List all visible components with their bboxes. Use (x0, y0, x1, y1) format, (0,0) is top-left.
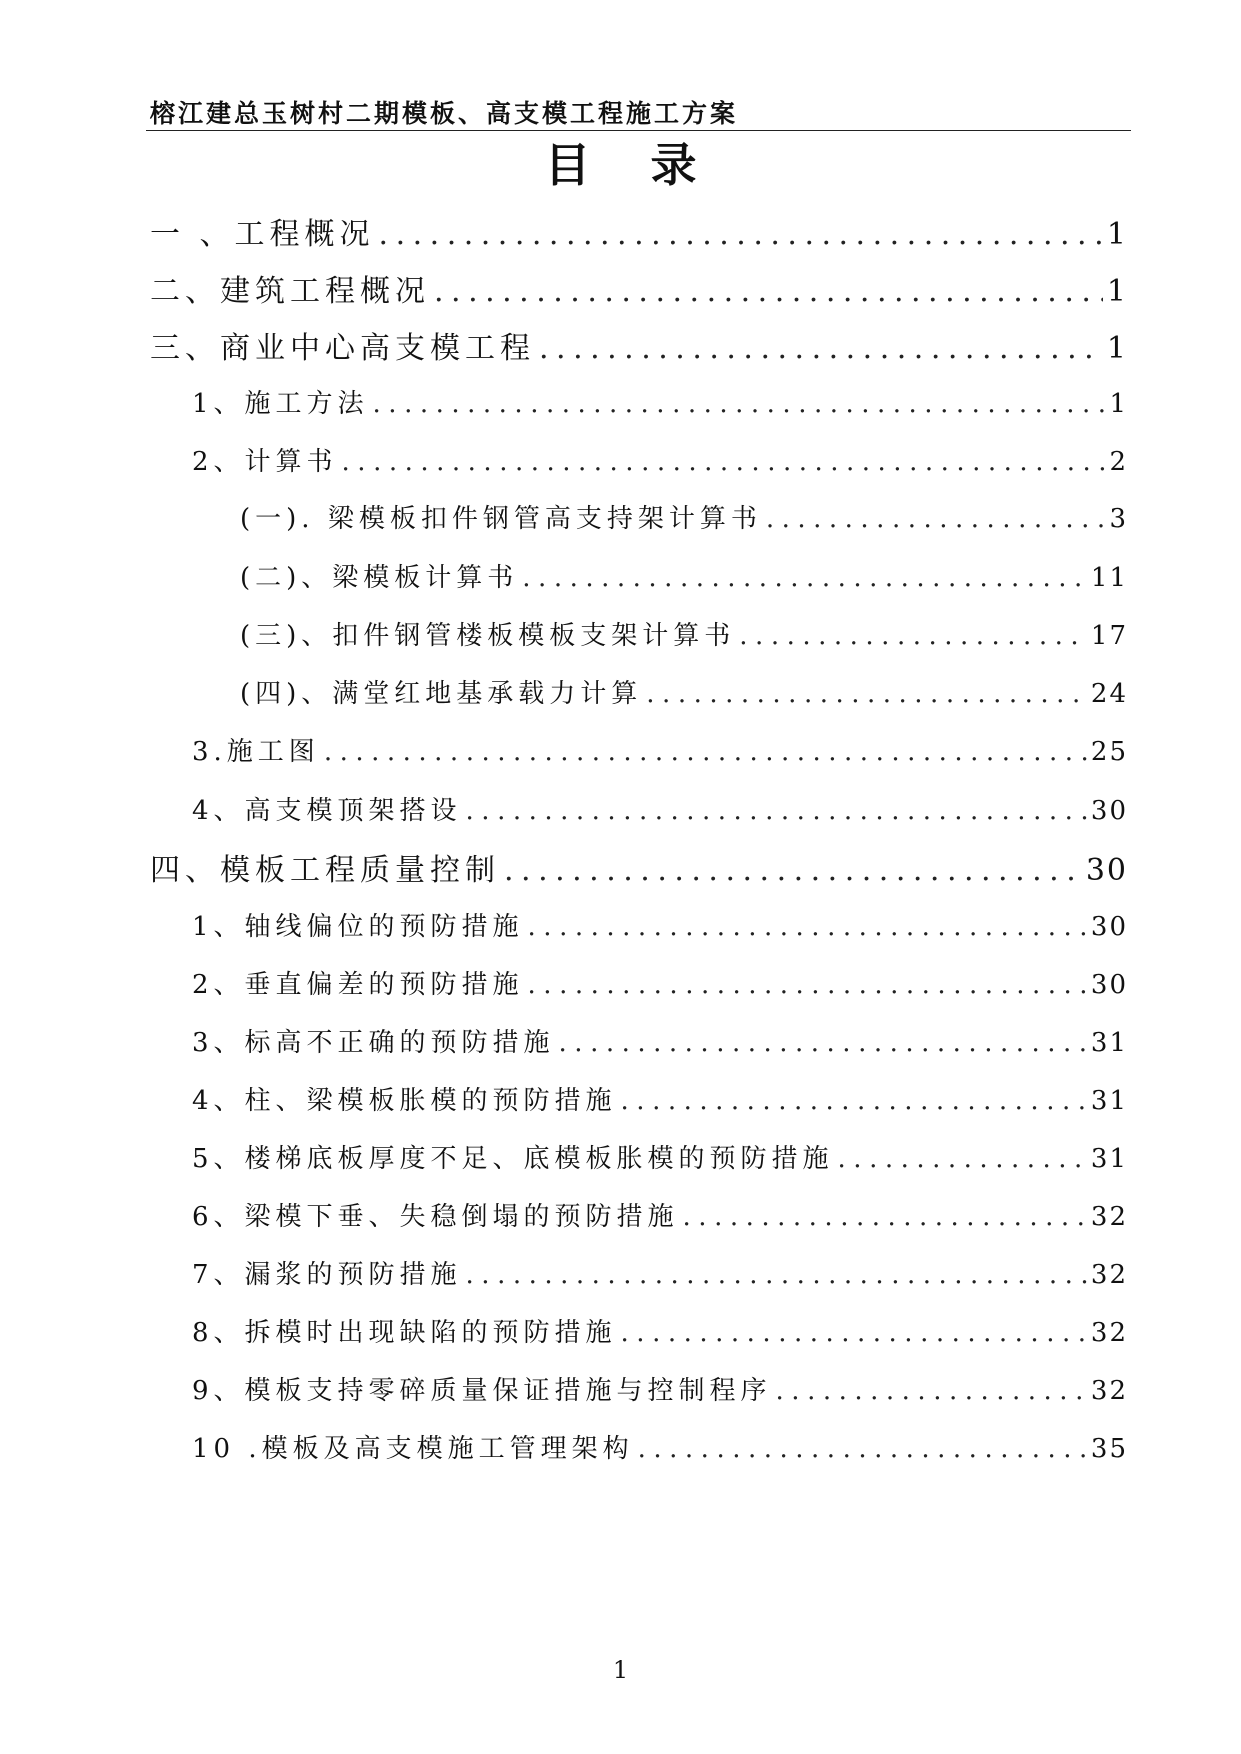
toc-entry-label: 7、漏浆的预防措施 (192, 1260, 462, 1290)
toc-leader-dots (646, 679, 1087, 709)
toc-entry-page: 32 (1090, 1202, 1128, 1232)
toc-entry-page: 11 (1090, 563, 1128, 593)
toc-entry[interactable] (150, 209, 1128, 257)
page-header (146, 88, 1131, 131)
toc-entry[interactable] (192, 1254, 1128, 1302)
toc-entry[interactable] (192, 1370, 1128, 1418)
toc-entry-page: 17 (1090, 621, 1128, 651)
toc-entry-page: 30 (1085, 853, 1128, 888)
toc-entry-page: 24 (1090, 679, 1128, 709)
toc-entry-page: 32 (1090, 1376, 1128, 1406)
toc-entry-label: 四、模板工程质量控制 (150, 853, 500, 888)
page-title: 目录 (544, 138, 757, 192)
toc-entry-page: 31 (1090, 1086, 1128, 1116)
toc-entry-page: 32 (1090, 1318, 1128, 1348)
toc-leader-dots (504, 853, 1082, 888)
toc-entry[interactable] (192, 906, 1128, 954)
toc-leader-dots (522, 563, 1087, 593)
toc-leader-dots (739, 621, 1087, 651)
toc-leader-dots (621, 1318, 1087, 1348)
toc-entry-label: 1、施工方法 (192, 389, 369, 419)
toc-entry-page: 3 (1109, 504, 1128, 534)
toc-entry-label: 3.施工图 (192, 737, 320, 767)
toc-entry-page: 31 (1090, 1144, 1128, 1174)
toc-entry[interactable] (150, 323, 1128, 371)
toc-entry[interactable] (192, 1312, 1128, 1360)
toc-entry-label: (三)、扣件钢管楼板模板支架计算书 (240, 621, 736, 651)
header-title: 榕江建总玉树村二期模板、高支模工程施工方案 (150, 99, 739, 128)
toc-entry[interactable] (192, 1080, 1128, 1128)
toc-entry-page: 31 (1090, 1028, 1128, 1058)
toc-entry[interactable] (240, 498, 1128, 546)
toc-entry[interactable] (240, 615, 1128, 663)
toc-leader-dots (539, 331, 1103, 366)
toc-entry[interactable] (192, 1428, 1128, 1476)
toc-leader-dots (683, 1202, 1087, 1232)
toc-leader-dots (621, 1086, 1087, 1116)
toc-entry[interactable] (192, 964, 1128, 1012)
toc-entry-page: 2 (1109, 447, 1128, 477)
toc-entry[interactable] (240, 557, 1128, 605)
toc-entry-label: 4、高支模顶架搭设 (192, 796, 462, 826)
toc-entry-label: 一 、工程概况 (150, 217, 375, 252)
toc-entry-page: 30 (1090, 796, 1128, 826)
toc-entry[interactable] (192, 790, 1128, 838)
toc-leader-dots (838, 1144, 1087, 1174)
toc-entry-label: 2、垂直偏差的预防措施 (192, 970, 524, 1000)
toc-entry[interactable] (192, 1196, 1128, 1244)
toc-leader-dots (466, 1260, 1087, 1290)
toc-entry-label: 2、计算书 (192, 447, 338, 477)
toc-entry-label: 三、商业中心高支模工程 (150, 331, 535, 366)
toc-entry-label: (四)、满堂红地基承载力计算 (240, 679, 643, 709)
toc-entry-page: 32 (1090, 1260, 1128, 1290)
toc-entry-label: 9、模板支持零碎质量保证措施与控制程序 (192, 1376, 772, 1406)
toc-leader-dots (466, 796, 1087, 826)
page-number: 1 (612, 1656, 629, 1684)
toc-leader-dots (342, 447, 1106, 477)
toc-entry[interactable] (192, 1138, 1128, 1186)
toc-entry[interactable] (192, 731, 1128, 779)
toc-entry-label: 5、楼梯底板厚度不足、底模板胀模的预防措施 (192, 1144, 834, 1174)
toc-entry-label: 6、梁模下垂、失稳倒塌的预防措施 (192, 1202, 679, 1232)
toc-leader-dots (766, 504, 1106, 534)
toc-leader-dots (379, 217, 1103, 252)
toc-entry[interactable] (192, 441, 1128, 489)
toc-leader-dots (559, 1028, 1087, 1058)
toc-entry-page: 1 (1109, 389, 1128, 419)
toc-entry-label: 10 .模板及高支模施工管理架构 (192, 1434, 634, 1464)
toc-entry-page: 25 (1090, 737, 1128, 767)
toc-leader-dots (434, 274, 1103, 309)
toc-entry-page: 35 (1090, 1434, 1128, 1464)
toc-leader-dots (638, 1434, 1087, 1464)
toc-entry-page: 1 (1106, 274, 1128, 309)
toc-entry[interactable] (150, 845, 1128, 893)
toc-entry-label: (一). 梁模板扣件钢管高支持架计算书 (240, 504, 762, 534)
toc-entry-label: 1、轴线偏位的预防措施 (192, 912, 524, 942)
toc-entry-label: 二、建筑工程概况 (150, 274, 430, 309)
toc-entry-label: 3、标高不正确的预防措施 (192, 1028, 555, 1058)
toc-entry-page: 30 (1090, 912, 1128, 942)
toc-leader-dots (528, 970, 1087, 1000)
toc-entry-label: (二)、梁模板计算书 (240, 563, 519, 593)
toc-leader-dots (373, 389, 1106, 419)
toc-leader-dots (324, 737, 1087, 767)
toc-leader-dots (528, 912, 1087, 942)
toc-entry-page: 30 (1090, 970, 1128, 1000)
toc-entry[interactable] (192, 383, 1128, 431)
toc-entry-label: 4、柱、梁模板胀模的预防措施 (192, 1086, 617, 1116)
toc-leader-dots (776, 1376, 1087, 1406)
toc-entry-page: 1 (1106, 217, 1128, 252)
toc-entry-label: 8、拆模时出现缺陷的预防措施 (192, 1318, 617, 1348)
toc-entry[interactable] (150, 266, 1128, 314)
toc-entry[interactable] (192, 1022, 1128, 1070)
toc-entry[interactable] (240, 673, 1128, 721)
toc-entry-page: 1 (1106, 331, 1128, 366)
